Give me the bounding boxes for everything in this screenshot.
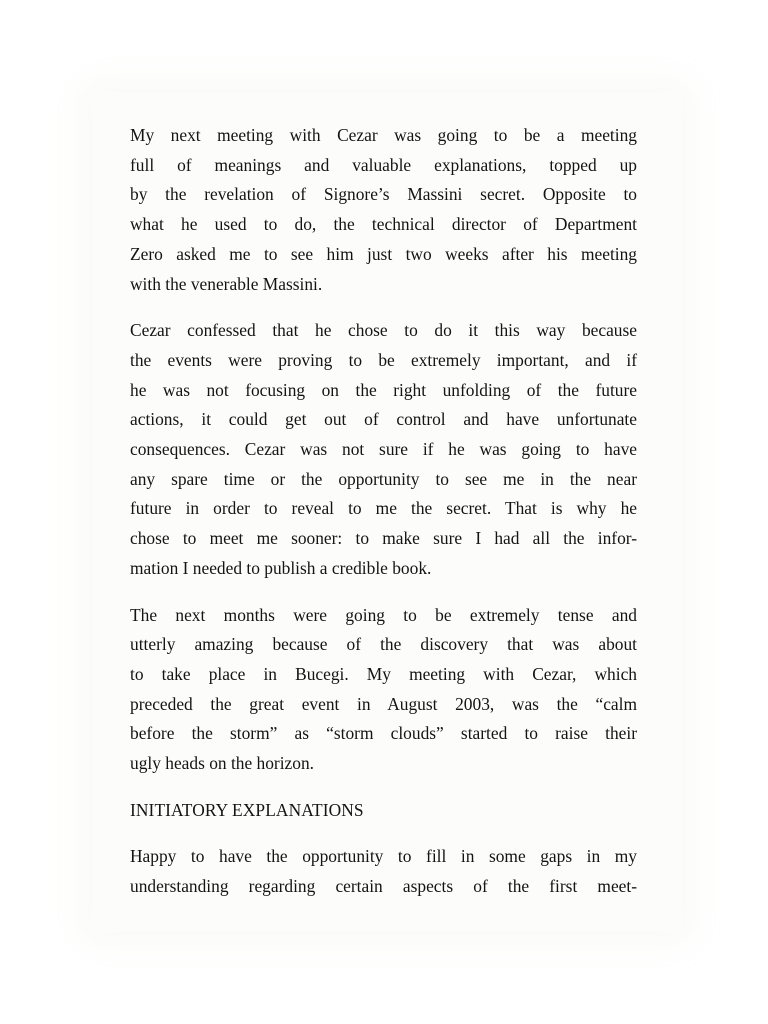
paragraph-1 xyxy=(130,121,637,299)
paragraph-2 xyxy=(130,316,637,583)
text-line: full of meanings and valuable explanations, topped up xyxy=(130,154,637,175)
text-line: by the revelation of Signore’s Massini secret. Opposite to xyxy=(130,184,637,205)
text-line: he was not focusing on the right unfolding of the future xyxy=(130,379,637,400)
text-column xyxy=(130,121,637,902)
text-line: consequences. Cezar was not sure if he was going to have xyxy=(130,439,637,460)
text-line: to take place in Bucegi. My meeting with Cezar, which xyxy=(130,663,637,684)
paragraph-gap xyxy=(130,584,637,601)
text-line: with the venerable Massini. xyxy=(130,273,323,294)
text-line: mation I needed to publish a credible book. xyxy=(130,557,432,578)
paragraph-gap xyxy=(130,299,637,316)
section-heading: INITIATORY EXPLANATIONS xyxy=(130,799,364,820)
text-line: preceded the great event in August 2003, was the “calm xyxy=(130,693,637,714)
text-line: ugly heads on the horizon. xyxy=(130,753,315,774)
text-line: The next months were going to be extremely tense and xyxy=(130,604,637,625)
text-line: what he used to do, the technical director of Department xyxy=(130,214,637,235)
text-line: Cezar confessed that he chose to do it this way because xyxy=(130,320,637,341)
paragraph-4 xyxy=(130,842,637,901)
text-line: actions, it could get out of control and have unfortunate xyxy=(130,409,637,430)
text-line: future in order to reveal to me the secret. That is why he xyxy=(130,498,637,519)
text-line: the events were proving to be extremely important, and if xyxy=(130,349,637,370)
paragraph-3 xyxy=(130,601,637,779)
text-line: understanding regarding certain aspects of the first meet- xyxy=(130,876,637,897)
text-line: Zero asked me to see him just two weeks after his meeting xyxy=(130,243,637,264)
text-line: Happy to have the opportunity to fill in some gaps in my xyxy=(130,846,637,867)
paragraph-gap xyxy=(130,825,637,842)
text-line: My next meeting with Cezar was going to be a meeting xyxy=(130,125,637,145)
text-line: chose to meet me sooner: to make sure I had all the infor- xyxy=(130,528,637,549)
text-line: any spare time or the opportunity to see me in the near xyxy=(130,468,637,489)
text-line: utterly amazing because of the discovery that was about xyxy=(130,634,637,655)
text-line: before the storm” as “storm clouds” started to raise their xyxy=(130,723,637,744)
paragraph-gap xyxy=(130,779,637,796)
